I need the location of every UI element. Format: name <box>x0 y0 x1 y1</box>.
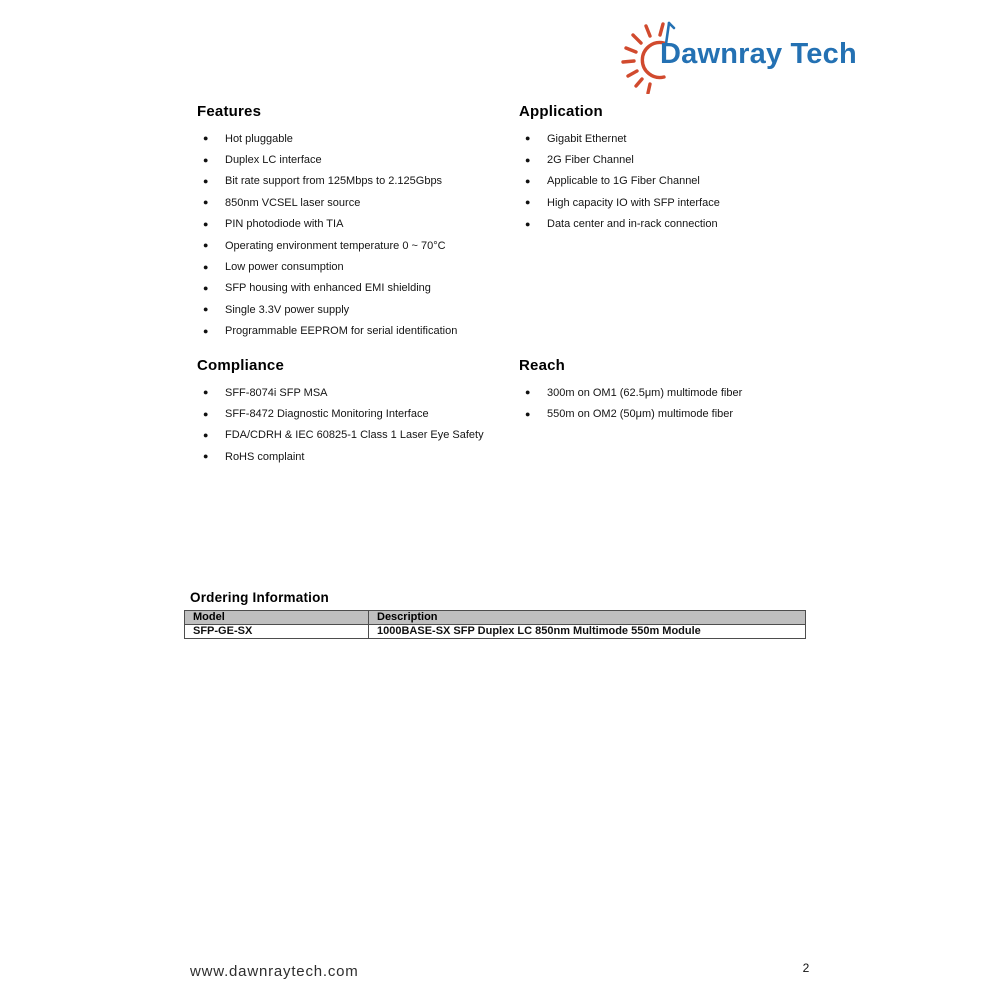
section-title: Features <box>197 103 262 120</box>
list-item <box>197 235 527 256</box>
bullet-icon: ● <box>525 408 531 419</box>
bullet-icon: ● <box>203 175 209 186</box>
list-item <box>197 256 527 277</box>
list-item <box>197 171 527 192</box>
list-item-text: Applicable to 1G Fiber Channel <box>547 175 700 188</box>
list-item-text: Programmable EEPROM for serial identification <box>225 325 458 338</box>
list-item <box>197 446 527 467</box>
list-item <box>197 425 527 446</box>
list-item-text: Duplex LC interface <box>225 154 322 167</box>
list-item-text: Data center and in-rack connection <box>547 218 718 231</box>
bullet-icon: ● <box>203 304 209 315</box>
list-item <box>519 403 849 424</box>
list-item <box>519 214 849 235</box>
ordering-title: Ordering Information <box>190 590 329 605</box>
bullet-icon: ● <box>525 133 531 144</box>
list-item <box>197 214 527 235</box>
bullet-icon: ● <box>203 154 209 165</box>
column-header-model: Model <box>185 611 369 625</box>
bullet-icon: ● <box>525 218 531 229</box>
list-item <box>519 149 849 170</box>
list-item-text: RoHS complaint <box>225 450 305 463</box>
list-item-text: 300m on OM1 (62.5μm) multimode fiber <box>547 386 743 399</box>
bullet-icon: ● <box>525 154 531 165</box>
list-item <box>197 128 527 149</box>
list-item <box>519 128 849 149</box>
bullet-icon: ● <box>525 197 531 208</box>
table-row <box>185 625 806 639</box>
logo-wordmark: Dawnray Tech <box>660 38 857 70</box>
cell-description: 1000BASE-SX SFP Duplex LC 850nm Multimode 550m Module <box>369 625 806 639</box>
list-item-text: SFF-8472 Diagnostic Monitoring Interface <box>225 408 429 421</box>
section-ordering-information <box>184 590 808 639</box>
company-logo <box>616 10 866 96</box>
bullet-icon: ● <box>203 240 209 251</box>
list-item-text: Low power consumption <box>225 261 344 274</box>
list-item-text: High capacity IO with SFP interface <box>547 196 720 209</box>
list-item-text: 850nm VCSEL laser source <box>225 196 361 209</box>
bullet-icon: ● <box>203 197 209 208</box>
section-application <box>519 103 849 235</box>
bullet-icon: ● <box>203 429 209 440</box>
bullet-icon: ● <box>203 133 209 144</box>
list-item-text: 2G Fiber Channel <box>547 154 634 167</box>
list-item-text: Hot pluggable <box>225 132 293 145</box>
section-title: Application <box>519 103 603 120</box>
bullet-icon: ● <box>203 218 209 229</box>
bullet-icon: ● <box>525 387 531 398</box>
bullet-icon: ● <box>203 261 209 272</box>
list-item-text: Single 3.3V power supply <box>225 303 350 316</box>
table-header-row <box>185 611 806 625</box>
section-features <box>197 103 527 342</box>
list-item <box>197 149 527 170</box>
cell-model: SFP-GE-SX <box>185 625 369 639</box>
list-item-text: PIN photodiode with TIA <box>225 218 344 231</box>
list-item-text: 550m on OM2 (50μm) multimode fiber <box>547 408 734 421</box>
bullet-icon: ● <box>203 282 209 293</box>
column-header-description: Description <box>369 611 806 625</box>
section-title: Reach <box>519 357 566 374</box>
list-item <box>197 403 527 424</box>
list-item-text: Operating environment temperature 0 ~ 70°C <box>225 239 446 252</box>
ordering-table <box>184 610 806 639</box>
bullet-icon: ● <box>203 408 209 419</box>
page-number: 2 <box>802 961 810 975</box>
list-item-text: Bit rate support from 125Mbps to 2.125Gbps <box>225 175 443 188</box>
list-item-text: SFF-8074i SFP MSA <box>225 386 328 399</box>
bullet-icon: ● <box>203 387 209 398</box>
section-compliance <box>197 357 527 468</box>
list-item-text: Gigabit Ethernet <box>547 132 627 145</box>
list-item <box>519 192 849 213</box>
bullet-icon: ● <box>525 175 531 186</box>
bullet-icon: ● <box>203 325 209 336</box>
section-title: Compliance <box>197 357 285 374</box>
list-item <box>519 382 849 403</box>
list-item <box>197 321 527 342</box>
list-item <box>197 278 527 299</box>
list-item <box>197 382 527 403</box>
list-item-text: FDA/CDRH & IEC 60825-1 Class 1 Laser Eye Safety <box>225 429 484 442</box>
bullet-icon: ● <box>203 451 209 462</box>
footer-website-link[interactable]: www.dawnraytech.com <box>190 963 359 980</box>
list-item <box>197 299 527 320</box>
section-reach <box>519 357 849 425</box>
list-item <box>519 171 849 192</box>
list-item <box>197 192 527 213</box>
list-item-text: SFP housing with enhanced EMI shielding <box>225 282 431 295</box>
